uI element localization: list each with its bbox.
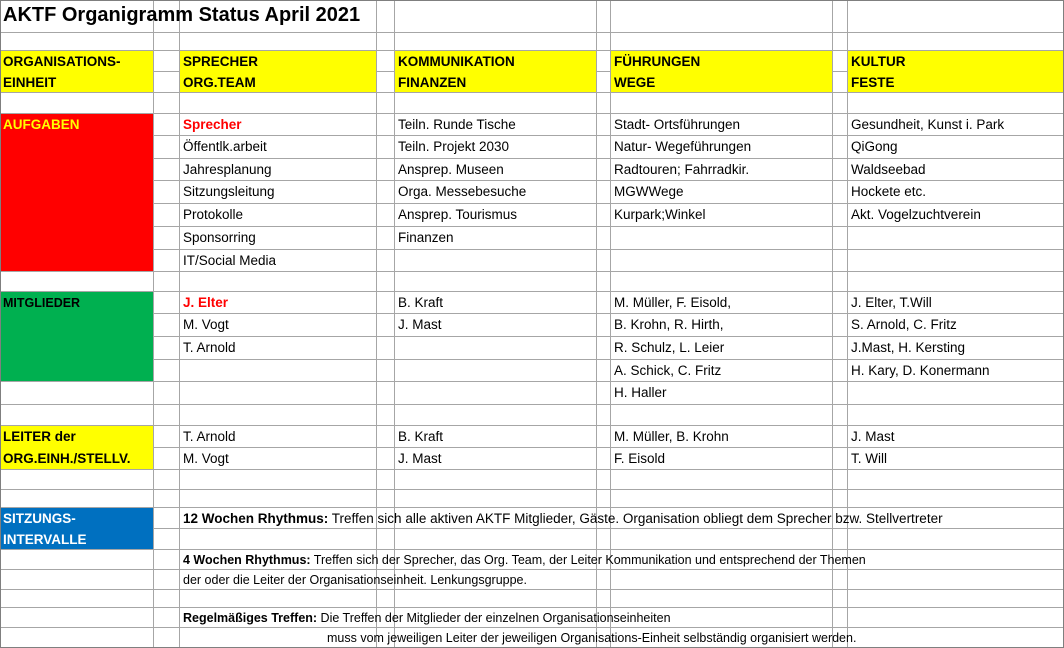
- grid-cell[interactable]: [611, 590, 833, 608]
- grid-cell[interactable]: [154, 159, 180, 181]
- grid-cell[interactable]: [154, 529, 180, 550]
- grid-cell[interactable]: [377, 227, 395, 250]
- grid-cell[interactable]: [597, 490, 611, 508]
- sitzungen-label[interactable]: [0, 508, 154, 550]
- mitglieder-fuehrungen-item[interactable]: R. Schulz, L. Leier: [611, 337, 833, 360]
- mitglieder-fuehrungen-item[interactable]: A. Schick, C. Fritz: [611, 360, 833, 382]
- grid-cell[interactable]: [0, 93, 154, 114]
- leiter-label[interactable]: [0, 426, 154, 470]
- grid-cell[interactable]: [154, 292, 180, 314]
- sheet-title[interactable]: AKTF Organigramm Status April 2021: [0, 0, 377, 33]
- grid-cell[interactable]: [833, 72, 848, 93]
- grid-cell[interactable]: [377, 292, 395, 314]
- grid-cell[interactable]: [395, 360, 597, 382]
- aufgaben-sprecher-item[interactable]: Sitzungsleitung: [180, 181, 377, 204]
- grid-cell[interactable]: [0, 470, 154, 490]
- grid-cell[interactable]: [611, 93, 833, 114]
- grid-cell[interactable]: [611, 0, 833, 33]
- grid-cell[interactable]: [180, 93, 377, 114]
- grid-cell[interactable]: [597, 136, 611, 159]
- grid-cell[interactable]: [848, 529, 1064, 550]
- grid-cell[interactable]: [597, 159, 611, 181]
- grid-cell[interactable]: [377, 33, 395, 51]
- grid-cell[interactable]: [848, 272, 1064, 292]
- rhythmus-4-wochen-line2[interactable]: der oder die Leiter der Organisationseinheit. Lenkungsgruppe.: [180, 570, 1064, 590]
- rhythmus-4-wochen[interactable]: [180, 550, 1064, 570]
- leiter-col2-item[interactable]: T. Arnold: [180, 426, 377, 448]
- grid-cell[interactable]: [597, 227, 611, 250]
- grid-cell[interactable]: [395, 93, 597, 114]
- mitglieder-fuehrungen-item[interactable]: M. Müller, F. Eisold,: [611, 292, 833, 314]
- grid-cell[interactable]: [833, 159, 848, 181]
- grid-cell[interactable]: [833, 448, 848, 470]
- rhythmus-4-label: 4 Wochen Rhythmus:: [183, 553, 311, 567]
- grid-cell[interactable]: [377, 360, 395, 382]
- grid-cell[interactable]: [597, 93, 611, 114]
- sitzungen-label-line2: INTERVALLE: [3, 532, 87, 547]
- grid-cell[interactable]: [180, 272, 377, 292]
- aufgaben-kultur-item[interactable]: QiGong: [848, 136, 1064, 159]
- grid-cell[interactable]: [377, 250, 395, 272]
- grid-cell[interactable]: [0, 272, 154, 292]
- grid-cell[interactable]: [597, 292, 611, 314]
- rhythmus-12-wochen[interactable]: [180, 508, 1064, 529]
- mitglieder-fuehrungen-item[interactable]: B. Krohn, R. Hirth,: [611, 314, 833, 337]
- grid-cell[interactable]: [154, 628, 180, 648]
- grid-cell[interactable]: [833, 227, 848, 250]
- grid-cell[interactable]: [395, 0, 597, 33]
- grid-cell[interactable]: [377, 590, 395, 608]
- grid-cell[interactable]: [395, 250, 597, 272]
- leiter-col3-item[interactable]: J. Mast: [395, 448, 597, 470]
- sitzungen-label-line1: SITZUNGS-: [3, 511, 76, 526]
- grid-cell[interactable]: [597, 337, 611, 360]
- grid-cell[interactable]: [154, 181, 180, 204]
- grid-cell[interactable]: [154, 570, 180, 590]
- grid-cell[interactable]: [611, 33, 833, 51]
- regelmaessig-text: Die Treffen der Mitglieder der einzelnen Organisationseinheiten: [317, 611, 671, 625]
- mitglieder-kommunikation-item[interactable]: B. Kraft: [395, 292, 597, 314]
- grid-cell[interactable]: [154, 250, 180, 272]
- grid-cell[interactable]: [0, 590, 154, 608]
- grid-cell[interactable]: [180, 33, 377, 51]
- aufgaben-label-text: AUFGABEN: [3, 117, 80, 132]
- grid-cell[interactable]: [377, 51, 395, 72]
- mitglieder-fuehrungen-item[interactable]: H. Haller: [611, 382, 833, 405]
- header-sprecher[interactable]: [180, 51, 377, 93]
- grid-cell[interactable]: [833, 292, 848, 314]
- grid-cell[interactable]: [848, 0, 1064, 33]
- grid-cell[interactable]: [597, 529, 611, 550]
- grid-cell[interactable]: [833, 250, 848, 272]
- grid-cell[interactable]: [377, 470, 395, 490]
- header-fuehrungen[interactable]: [611, 51, 833, 93]
- grid-cell[interactable]: [154, 360, 180, 382]
- header-organisationseinheit-line2: EINHEIT: [3, 75, 57, 90]
- grid-cell[interactable]: [833, 204, 848, 227]
- grid-cell[interactable]: [611, 405, 833, 426]
- grid-cell[interactable]: [833, 114, 848, 136]
- header-fuehrungen-line1: FÜHRUNGEN: [614, 54, 701, 69]
- grid-cell[interactable]: [395, 33, 597, 51]
- grid-cell[interactable]: [833, 136, 848, 159]
- grid-cell[interactable]: [395, 590, 597, 608]
- grid-cell[interactable]: [377, 490, 395, 508]
- grid-cell[interactable]: [833, 337, 848, 360]
- grid-cell[interactable]: [833, 590, 848, 608]
- grid-cell[interactable]: [833, 426, 848, 448]
- grid-cell[interactable]: [395, 405, 597, 426]
- grid-cell[interactable]: [848, 227, 1064, 250]
- leiter-col3-item[interactable]: B. Kraft: [395, 426, 597, 448]
- grid-cell[interactable]: [611, 470, 833, 490]
- mitglieder-kultur-item[interactable]: J. Elter, T.Will: [848, 292, 1064, 314]
- grid-cell[interactable]: [154, 470, 180, 490]
- regelmaessig[interactable]: [180, 608, 1064, 628]
- grid-cell[interactable]: [833, 51, 848, 72]
- aufgaben-sprecher-item[interactable]: Sprecher: [180, 114, 377, 136]
- rhythmus-12-text: Treffen sich alle aktiven AKTF Mitglieder, Gäste. Organisation obliegt dem Sprecher bzw. Stellvertreter: [328, 511, 943, 526]
- aufgaben-kommunikation-item[interactable]: Teiln. Runde Tische: [395, 114, 597, 136]
- mitglieder-label[interactable]: MITGLIEDER: [0, 292, 154, 382]
- grid-cell[interactable]: [848, 93, 1064, 114]
- grid-cell[interactable]: [154, 72, 180, 93]
- grid-cell[interactable]: [848, 490, 1064, 508]
- grid-cell[interactable]: [180, 490, 377, 508]
- grid-cell[interactable]: [0, 608, 154, 628]
- grid-cell[interactable]: [395, 382, 597, 405]
- grid-cell[interactable]: [154, 227, 180, 250]
- grid-cell[interactable]: [597, 314, 611, 337]
- mitglieder-sprecher-item[interactable]: M. Vogt: [180, 314, 377, 337]
- mitglieder-kultur-item[interactable]: J.Mast, H. Kersting: [848, 337, 1064, 360]
- grid-cell[interactable]: [154, 337, 180, 360]
- grid-cell[interactable]: [395, 490, 597, 508]
- mitglieder-kommunikation-item[interactable]: J. Mast: [395, 314, 597, 337]
- regelmaessig-label: Regelmäßiges Treffen:: [183, 611, 318, 625]
- grid-cell[interactable]: [597, 360, 611, 382]
- regelmaessig-line2[interactable]: muss vom jeweiligen Leiter der jeweiligen Organisations-Einheit selbständig organisiert werden.: [180, 628, 1064, 648]
- grid-cell[interactable]: [611, 227, 833, 250]
- aufgaben-fuehrungen-item[interactable]: Kurpark;Winkel: [611, 204, 833, 227]
- leiter-label-line1: LEITER der: [3, 429, 76, 444]
- grid-cell[interactable]: [597, 590, 611, 608]
- grid-cell[interactable]: [154, 114, 180, 136]
- grid-cell[interactable]: [597, 426, 611, 448]
- grid-cell[interactable]: [154, 426, 180, 448]
- aufgaben-kommunikation-item[interactable]: Orga. Messebesuche: [395, 181, 597, 204]
- grid-cell[interactable]: [597, 250, 611, 272]
- grid-cell[interactable]: [377, 426, 395, 448]
- grid-cell[interactable]: [597, 204, 611, 227]
- grid-cell[interactable]: [377, 448, 395, 470]
- aufgaben-kommunikation-item[interactable]: Teiln. Projekt 2030: [395, 136, 597, 159]
- grid-cell[interactable]: [377, 72, 395, 93]
- grid-cell[interactable]: [180, 360, 377, 382]
- grid-cell[interactable]: [597, 272, 611, 292]
- aufgaben-sprecher-item[interactable]: IT/Social Media: [180, 250, 377, 272]
- grid-cell[interactable]: [154, 51, 180, 72]
- grid-cell[interactable]: [597, 0, 611, 33]
- aufgaben-fuehrungen-item[interactable]: MGWWege: [611, 181, 833, 204]
- header-kommunikation-line2: FINANZEN: [398, 75, 467, 90]
- grid-cell[interactable]: [848, 470, 1064, 490]
- grid-cell[interactable]: [377, 405, 395, 426]
- aufgaben-kultur-item[interactable]: Hockete etc.: [848, 181, 1064, 204]
- grid-cell[interactable]: [154, 490, 180, 508]
- mitglieder-kultur-item[interactable]: S. Arnold, C. Fritz: [848, 314, 1064, 337]
- grid-cell[interactable]: [154, 382, 180, 405]
- aufgaben-kultur-item[interactable]: Akt. Vogelzuchtverein: [848, 204, 1064, 227]
- grid-cell[interactable]: [597, 382, 611, 405]
- header-organisationseinheit[interactable]: [0, 51, 154, 93]
- grid-cell[interactable]: [377, 314, 395, 337]
- grid-cell[interactable]: [180, 382, 377, 405]
- header-organisationseinheit-line1: ORGANISATIONS-: [3, 54, 121, 69]
- grid-cell[interactable]: [0, 570, 154, 590]
- grid-cell[interactable]: [833, 490, 848, 508]
- grid-cell[interactable]: [833, 470, 848, 490]
- grid-cell[interactable]: [833, 33, 848, 51]
- aufgaben-kultur-item[interactable]: Waldseebad: [848, 159, 1064, 181]
- grid-cell[interactable]: [154, 508, 180, 529]
- grid-cell[interactable]: [377, 136, 395, 159]
- grid-cell[interactable]: [597, 405, 611, 426]
- aufgaben-fuehrungen-item[interactable]: Stadt- Ortsführungen: [611, 114, 833, 136]
- grid-cell[interactable]: [848, 405, 1064, 426]
- grid-cell[interactable]: [377, 204, 395, 227]
- grid-cell[interactable]: [377, 0, 395, 33]
- grid-cell[interactable]: [154, 405, 180, 426]
- grid-cell[interactable]: [154, 448, 180, 470]
- rhythmus-12-label: 12 Wochen Rhythmus:: [183, 511, 329, 526]
- aufgaben-sprecher-item[interactable]: Protokolle: [180, 204, 377, 227]
- grid-cell[interactable]: [597, 181, 611, 204]
- grid-cell[interactable]: [154, 590, 180, 608]
- grid-cell[interactable]: [0, 490, 154, 508]
- grid-cell[interactable]: [611, 250, 833, 272]
- aufgaben-kommunikation-item[interactable]: Ansprep. Tourismus: [395, 204, 597, 227]
- grid-cell[interactable]: [180, 529, 377, 550]
- grid-cell[interactable]: [395, 470, 597, 490]
- grid-cell[interactable]: [0, 628, 154, 648]
- header-kultur-line1: KULTUR: [851, 54, 906, 69]
- grid-cell[interactable]: [848, 590, 1064, 608]
- grid-cell[interactable]: [154, 608, 180, 628]
- grid-cell[interactable]: [848, 250, 1064, 272]
- grid-cell[interactable]: [833, 529, 848, 550]
- grid-cell[interactable]: [180, 405, 377, 426]
- grid-cell[interactable]: [154, 204, 180, 227]
- aufgaben-label[interactable]: [0, 114, 154, 272]
- leiter-label-line2: ORG.EINH./STELLV.: [3, 451, 131, 466]
- leiter-col4-item[interactable]: M. Müller, B. Krohn: [611, 426, 833, 448]
- grid-cell[interactable]: [377, 529, 395, 550]
- grid-cell[interactable]: [377, 272, 395, 292]
- grid-cell[interactable]: [833, 314, 848, 337]
- grid-cell[interactable]: [833, 181, 848, 204]
- grid-cell[interactable]: [833, 0, 848, 33]
- grid-cell[interactable]: [395, 529, 597, 550]
- grid-cell[interactable]: [180, 590, 377, 608]
- grid-cell[interactable]: [611, 529, 833, 550]
- grid-cell[interactable]: [597, 33, 611, 51]
- grid-cell[interactable]: [833, 405, 848, 426]
- grid-cell[interactable]: [377, 159, 395, 181]
- header-kommunikation[interactable]: [395, 51, 597, 93]
- leiter-col5-item[interactable]: J. Mast: [848, 426, 1064, 448]
- grid-cell[interactable]: [833, 272, 848, 292]
- grid-cell[interactable]: [597, 470, 611, 490]
- mitglieder-sprecher-item[interactable]: J. Elter: [180, 292, 377, 314]
- aufgaben-fuehrungen-item[interactable]: Natur- Wegeführungen: [611, 136, 833, 159]
- leiter-col2-item[interactable]: M. Vogt: [180, 448, 377, 470]
- header-kommunikation-line1: KOMMUNIKATION: [398, 54, 515, 69]
- grid-cell[interactable]: [180, 470, 377, 490]
- aufgaben-sprecher-item[interactable]: Sponsorring: [180, 227, 377, 250]
- grid-cell[interactable]: [154, 33, 180, 51]
- grid-cell[interactable]: [597, 72, 611, 93]
- grid-cell[interactable]: [377, 181, 395, 204]
- grid-cell[interactable]: [395, 337, 597, 360]
- header-kultur-line2: FESTE: [851, 75, 895, 90]
- header-sprecher-line1: SPRECHER: [183, 54, 259, 69]
- aufgaben-sprecher-item[interactable]: Jahresplanung: [180, 159, 377, 181]
- aufgaben-kultur-item[interactable]: Gesundheit, Kunst i. Park: [848, 114, 1064, 136]
- aufgaben-fuehrungen-item[interactable]: Radtouren; Fahrradkir.: [611, 159, 833, 181]
- grid-cell[interactable]: [611, 490, 833, 508]
- grid-cell[interactable]: [597, 51, 611, 72]
- header-kultur[interactable]: [848, 51, 1064, 93]
- grid-cell[interactable]: [377, 337, 395, 360]
- grid-cell[interactable]: [848, 382, 1064, 405]
- header-sprecher-line2: ORG.TEAM: [183, 75, 256, 90]
- leiter-col4-item[interactable]: F. Eisold: [611, 448, 833, 470]
- grid-cell[interactable]: [611, 272, 833, 292]
- grid-cell[interactable]: [833, 93, 848, 114]
- grid-cell[interactable]: [0, 382, 154, 405]
- aufgaben-kommunikation-item[interactable]: Finanzen: [395, 227, 597, 250]
- grid-cell[interactable]: [848, 33, 1064, 51]
- grid-cell[interactable]: [0, 33, 154, 51]
- leiter-col5-item[interactable]: T. Will: [848, 448, 1064, 470]
- grid-cell[interactable]: [0, 405, 154, 426]
- grid-cell[interactable]: [377, 114, 395, 136]
- grid-cell[interactable]: [833, 382, 848, 405]
- aufgaben-sprecher-item[interactable]: Öffentlk.arbeit: [180, 136, 377, 159]
- grid-cell[interactable]: [377, 382, 395, 405]
- mitglieder-sprecher-item[interactable]: T. Arnold: [180, 337, 377, 360]
- grid-cell[interactable]: [377, 93, 395, 114]
- mitglieder-kultur-item[interactable]: H. Kary, D. Konermann: [848, 360, 1064, 382]
- grid-cell[interactable]: [597, 448, 611, 470]
- grid-cell[interactable]: [154, 272, 180, 292]
- header-fuehrungen-line2: WEGE: [614, 75, 656, 90]
- grid-cell[interactable]: [395, 272, 597, 292]
- grid-cell[interactable]: [154, 550, 180, 570]
- grid-cell[interactable]: [154, 136, 180, 159]
- rhythmus-4-text: Treffen sich der Sprecher, das Org. Team, der Leiter Kommunikation und entsprechend der Themen: [310, 553, 866, 567]
- grid-cell[interactable]: [833, 360, 848, 382]
- grid-cell[interactable]: [0, 550, 154, 570]
- grid-cell[interactable]: [597, 114, 611, 136]
- grid-cell[interactable]: [154, 93, 180, 114]
- grid-cell[interactable]: [154, 314, 180, 337]
- aufgaben-kommunikation-item[interactable]: Ansprep. Museen: [395, 159, 597, 181]
